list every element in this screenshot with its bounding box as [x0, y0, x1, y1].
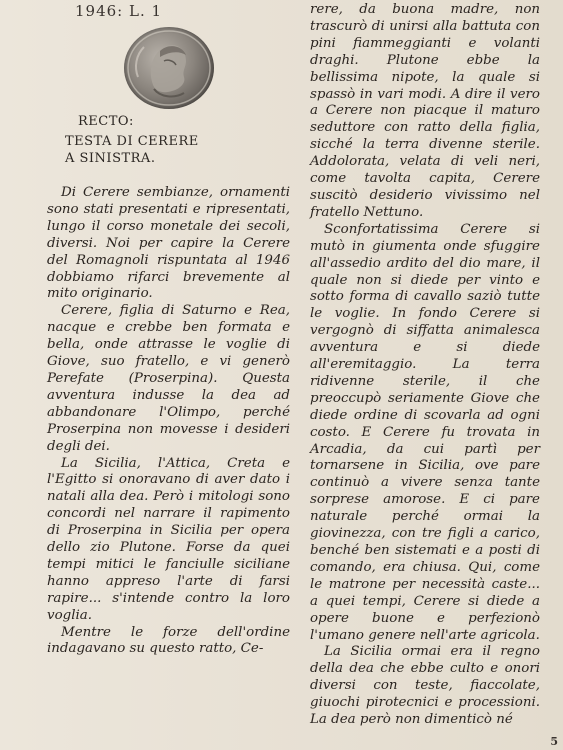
- right-text-column: [310, 2, 540, 729]
- coin-head-of-ceres-image: [124, 27, 214, 109]
- paragraph: Mentre le forze dell'ordine indagavano su questo ratto, Ce-: [47, 624, 290, 657]
- paragraph: Sconfortatissima Cerere si mutò in giumenta onde sfuggire all'assedio ardito del dio mare, il quale non si diede per vinto e sotto forma di cavallo saziò tutte le voglie. In fondo Cerere si vergognò di siffatta animalesca avventura e si diede all'eremitaggio. La terra ridivenne sterile, il che preoccupò seriamente Giove che diede ordine di scovarla ad ogni costo. E Cerere fu trovata in Arcadia, da cui partì per tornarsene in Sicilia, ove pare continuò a vivere senza tante sorprese amorose. E ci pare naturale perché ormai la giovinezza, con tre figli a carico, benché ben sistemati e a posti di comando, era chiusa. Qui, come le matrone per necessità caste... a quei tempi, Cerere si diede a opere buone e perfezionò l'umano genere nell'arte agricola.: [310, 221, 540, 643]
- paragraph: La Sicilia ormai era il regno della dea che ebbe culto e onori diversi con teste, fiaccolate, giuochi pirotecnici e processioni. La dea però non dimenticò né: [310, 644, 540, 728]
- coin-portrait-icon: [124, 27, 214, 109]
- left-text-column: [47, 185, 290, 658]
- page-number: 5: [550, 735, 558, 748]
- recto-description-line: A SINISTRA.: [65, 151, 156, 166]
- paragraph: Cerere, figlia di Saturno e Rea, nacque e crebbe ben formata e bella, onde attrasse le voglie di Giove, suo fratello, e vi generò Perefate (Proserpina). Questa avventura indusse la dea ad abbandonare l'Olimpo, perché Proserpina non movesse i desideri degli dei.: [47, 303, 290, 454]
- recto-description-line: TESTA DI CERERE: [65, 134, 199, 149]
- paragraph: rere, da buona madre, non trascurò di unirsi alla battuta con pini fiammeggianti e volanti draghi. Plutone ebbe la bellissima nipote, la quale si spassò in vari modi. A dire il vero a Cerere non piacque il maturo seduttore con ratto della figlia, sicché la terra divenne sterile. Addolorata, velata di veli neri, come tavolta capita, Cerere suscitò desiderio vivissimo nel fratello Nettuno.: [310, 2, 540, 220]
- recto-label: RECTO:: [78, 114, 134, 129]
- page-header-title: 1946: L. 1: [75, 2, 163, 20]
- recto-description: [65, 133, 285, 167]
- paragraph: Di Cerere sembianze, ornamenti sono stati presentati e ripresentati, lungo il corso monetale dei secoli, diversi. Noi per capire la Cerere del Romagnoli rispuntata al 1946 dobbiamo rifarci brevemente al mito originario.: [47, 185, 290, 302]
- paragraph: La Sicilia, l'Attica, Creta e l'Egitto si onoravano di aver dato i natali alla dea. Però i mitologi sono concordi nel narrare il rapimento di Proserpina in Sicilia per opera dello zio Plutone. Forse da quei tempi mitici le fanciulle siciliane hanno appreso l'arte di farsi rapire... s'intende contro la loro voglia.: [47, 455, 290, 623]
